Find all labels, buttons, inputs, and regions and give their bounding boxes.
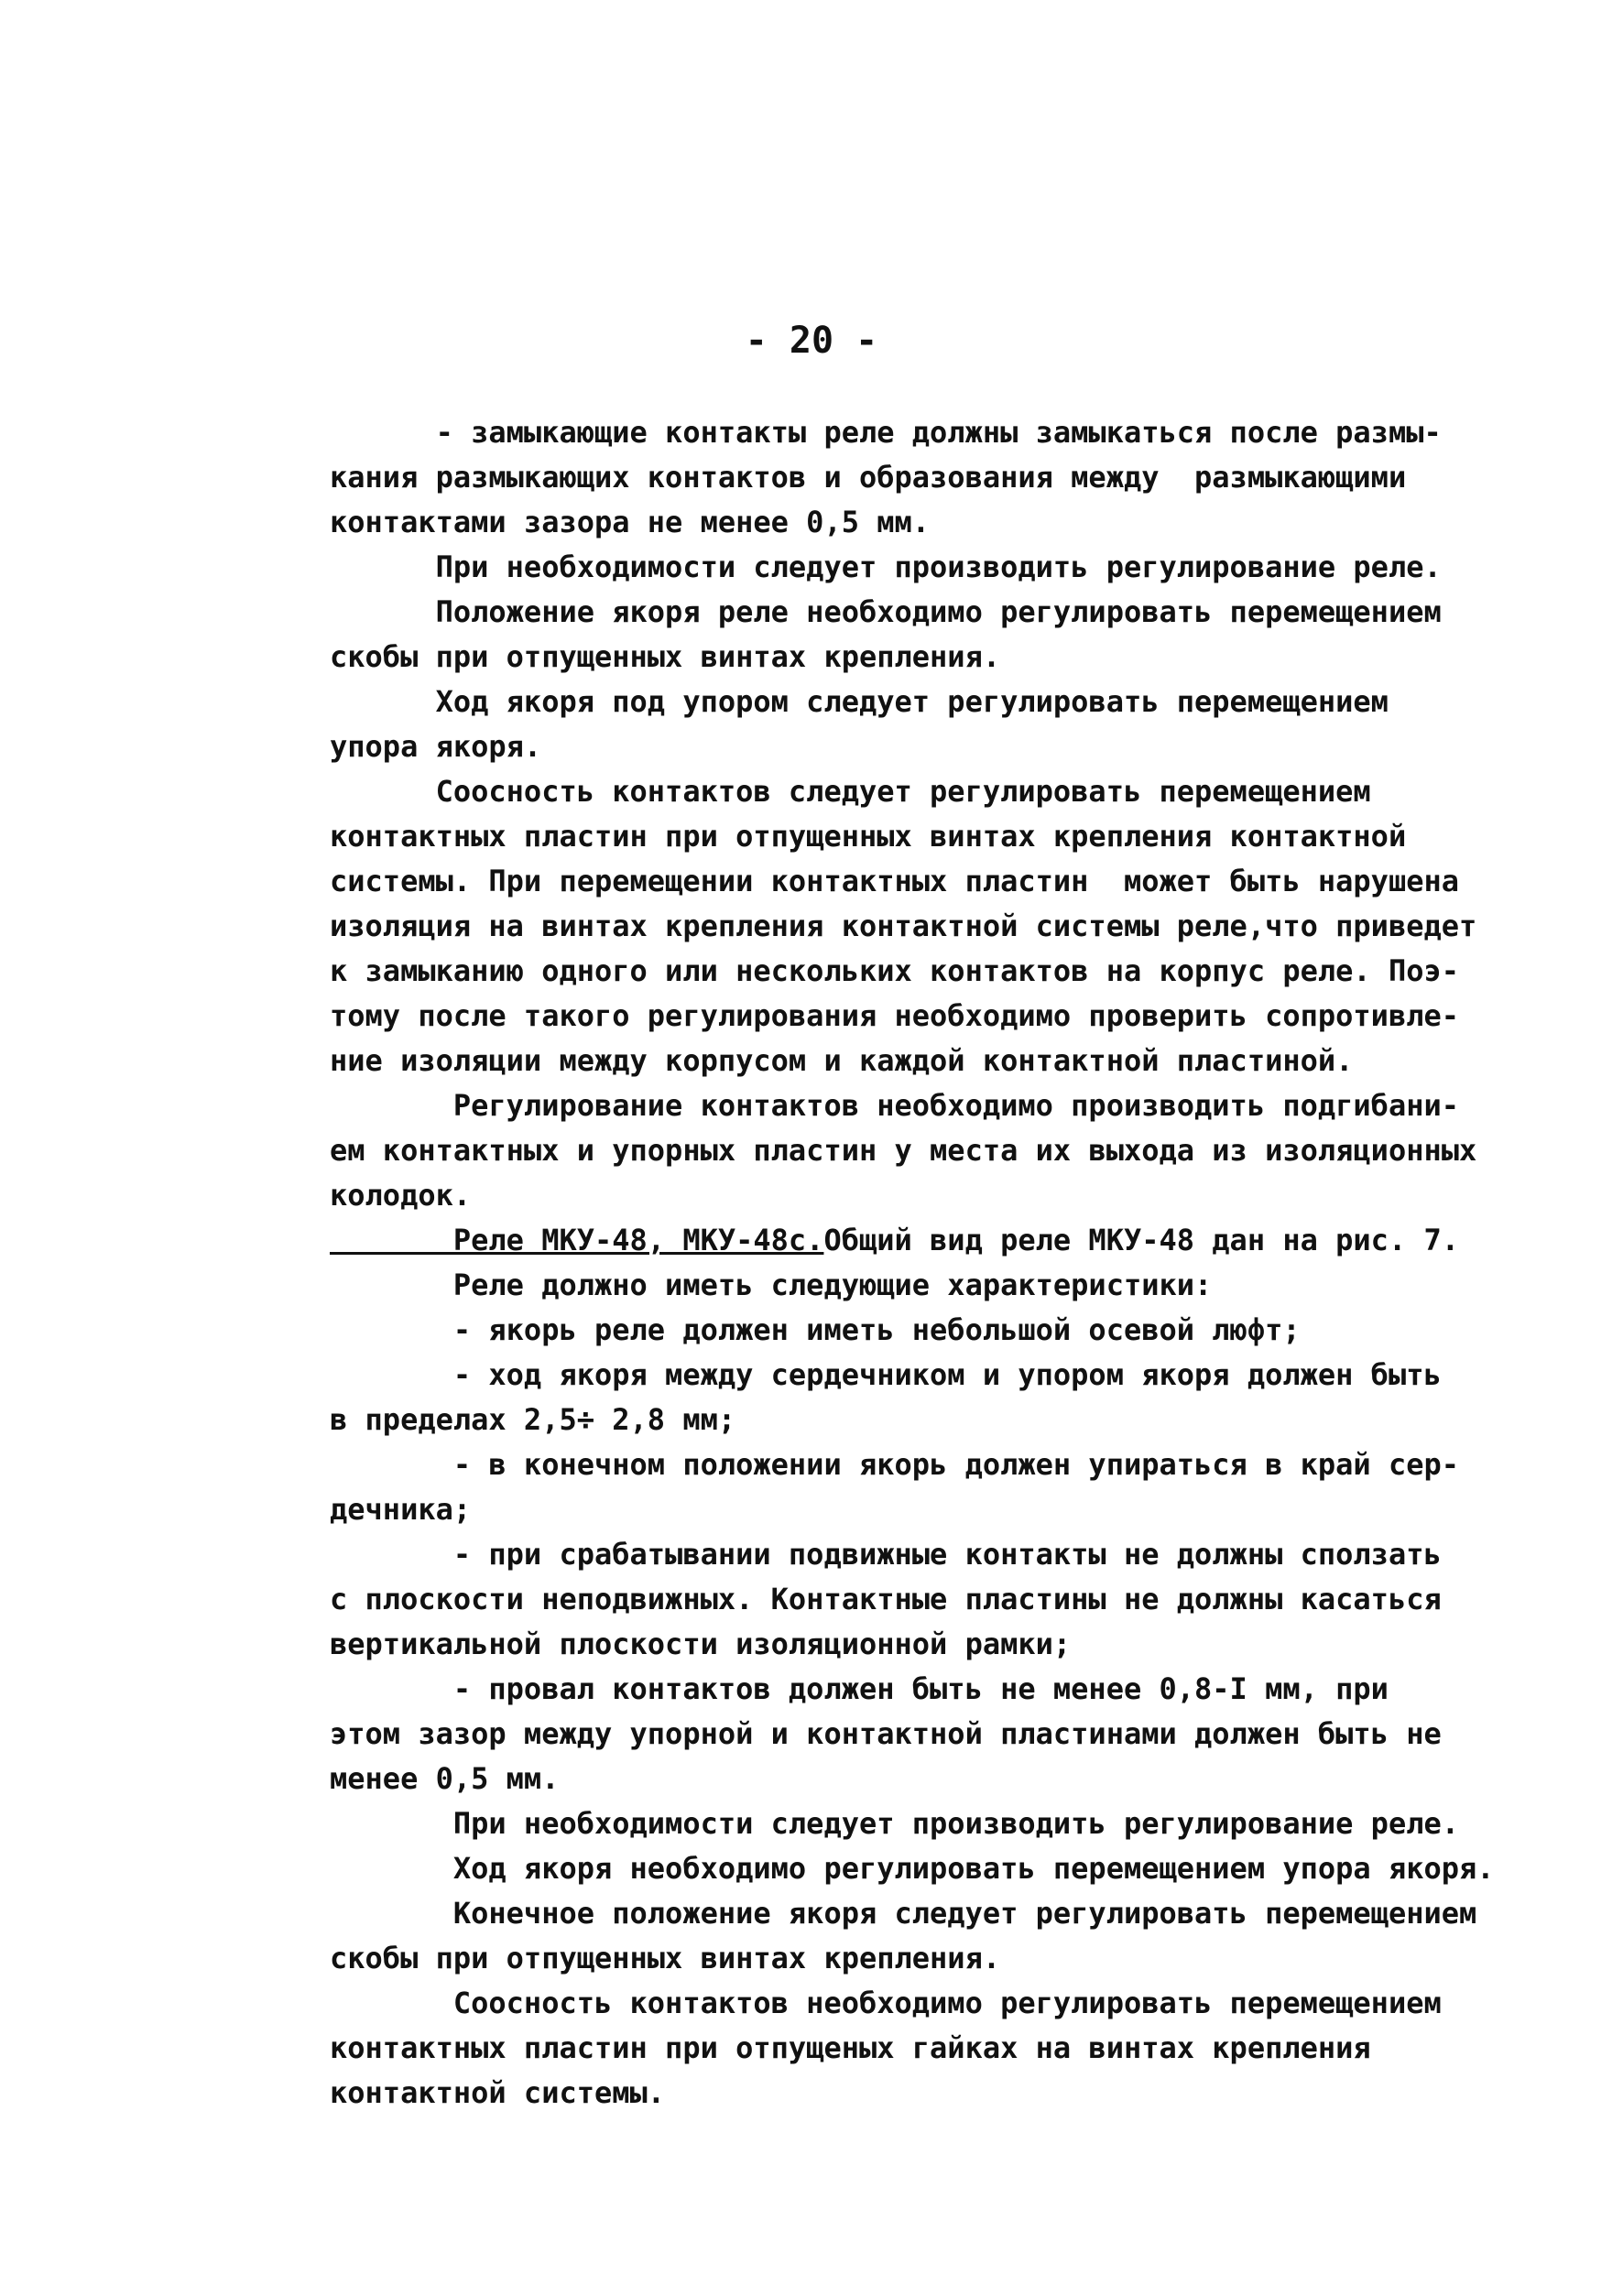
text-line: При необходимости следует производить регулирование реле. bbox=[330, 1806, 1459, 1841]
section-heading: Реле МКУ-48, МКУ-48с. bbox=[330, 1223, 824, 1257]
text-line: контактами зазора не менее 0,5 мм. bbox=[330, 505, 931, 539]
text-line: ем контактных и упорных пластин у места их выхода из изоляционных bbox=[330, 1133, 1477, 1168]
text-line: менее 0,5 мм. bbox=[330, 1761, 560, 1796]
text-line: колодок. bbox=[330, 1178, 472, 1213]
text-line: кания размыкающих контактов и образования между размыкающими bbox=[330, 460, 1407, 495]
text-line: к замыканию одного или нескольких контактов на корпус реле. Поэ- bbox=[330, 953, 1459, 988]
text-line: этом зазор между упорной и контактной пластинами должен быть не bbox=[330, 1716, 1442, 1751]
text-line: изоляция на винтах крепления контактной системы реле,что приведет bbox=[330, 909, 1477, 943]
text-line: скобы при отпущенных винтах крепления. bbox=[330, 1941, 1001, 1975]
text-line: - в конечном положении якорь должен упираться в край сер- bbox=[330, 1447, 1459, 1482]
text-line: - ход якоря между сердечником и упором якоря должен быть bbox=[330, 1357, 1442, 1392]
text-line: ние изоляции между корпусом и каждой контактной пластиной. bbox=[330, 1043, 1354, 1078]
text-line: системы. При перемещении контактных пластин может быть нарушена bbox=[330, 864, 1459, 898]
text-line: Положение якоря реле необходимо регулировать перемещением bbox=[330, 594, 1442, 629]
text-line: Реле должно иметь следующие характеристики: bbox=[330, 1268, 1213, 1302]
text-line: контактных пластин при отпущенных винтах крепления контактной bbox=[330, 819, 1407, 854]
text-line: упора якоря. bbox=[330, 729, 542, 764]
text-line: Регулирование контактов необходимо производить подгибани- bbox=[330, 1088, 1459, 1123]
text-line: Конечное положение якоря следует регулировать перемещением bbox=[330, 1896, 1477, 1931]
text-line: - провал контактов должен быть не менее 0,8-I мм, при bbox=[330, 1671, 1389, 1706]
section-heading-tail: Общий вид реле МКУ-48 дан на рис. 7. bbox=[823, 1223, 1459, 1257]
text-line: Ход якоря под упором следует регулировать перемещением bbox=[330, 684, 1389, 719]
text-line: контактной системы. bbox=[330, 2075, 666, 2110]
text-line: в пределах 2,5÷ 2,8 мм; bbox=[330, 1402, 736, 1437]
text-line: Ход якоря необходимо регулировать перемещением упора якоря. bbox=[330, 1851, 1495, 1886]
page-number: - 20 - bbox=[745, 320, 878, 362]
text-line: скобы при отпущенных винтах крепления. bbox=[330, 639, 1001, 674]
body-text bbox=[330, 410, 1520, 2116]
text-line: - при срабатывании подвижные контакты не должны сползать bbox=[330, 1537, 1442, 1572]
text-line: вертикальной плоскости изоляционной рамки; bbox=[330, 1627, 1072, 1661]
text-line: дечника; bbox=[330, 1492, 472, 1527]
text-line: с плоскости неподвижных. Контактные пластины не должны касаться bbox=[330, 1582, 1442, 1616]
text-line: Соосность контактов следует регулировать перемещением bbox=[330, 774, 1371, 809]
text-line: - якорь реле должен иметь небольшой осевой люфт; bbox=[330, 1312, 1301, 1347]
text-line: тому после такого регулирования необходимо проверить сопротивле- bbox=[330, 998, 1459, 1033]
section-heading-line bbox=[330, 1218, 1520, 1263]
text-line: контактных пластин при отпущеных гайках на винтах крепления bbox=[330, 2030, 1371, 2065]
text-line: Соосность контактов необходимо регулировать перемещением bbox=[330, 1986, 1442, 2020]
text-line: При необходимости следует производить регулирование реле. bbox=[330, 550, 1442, 584]
text-line: - замыкающие контакты реле должны замыкаться после размы- bbox=[330, 415, 1442, 450]
